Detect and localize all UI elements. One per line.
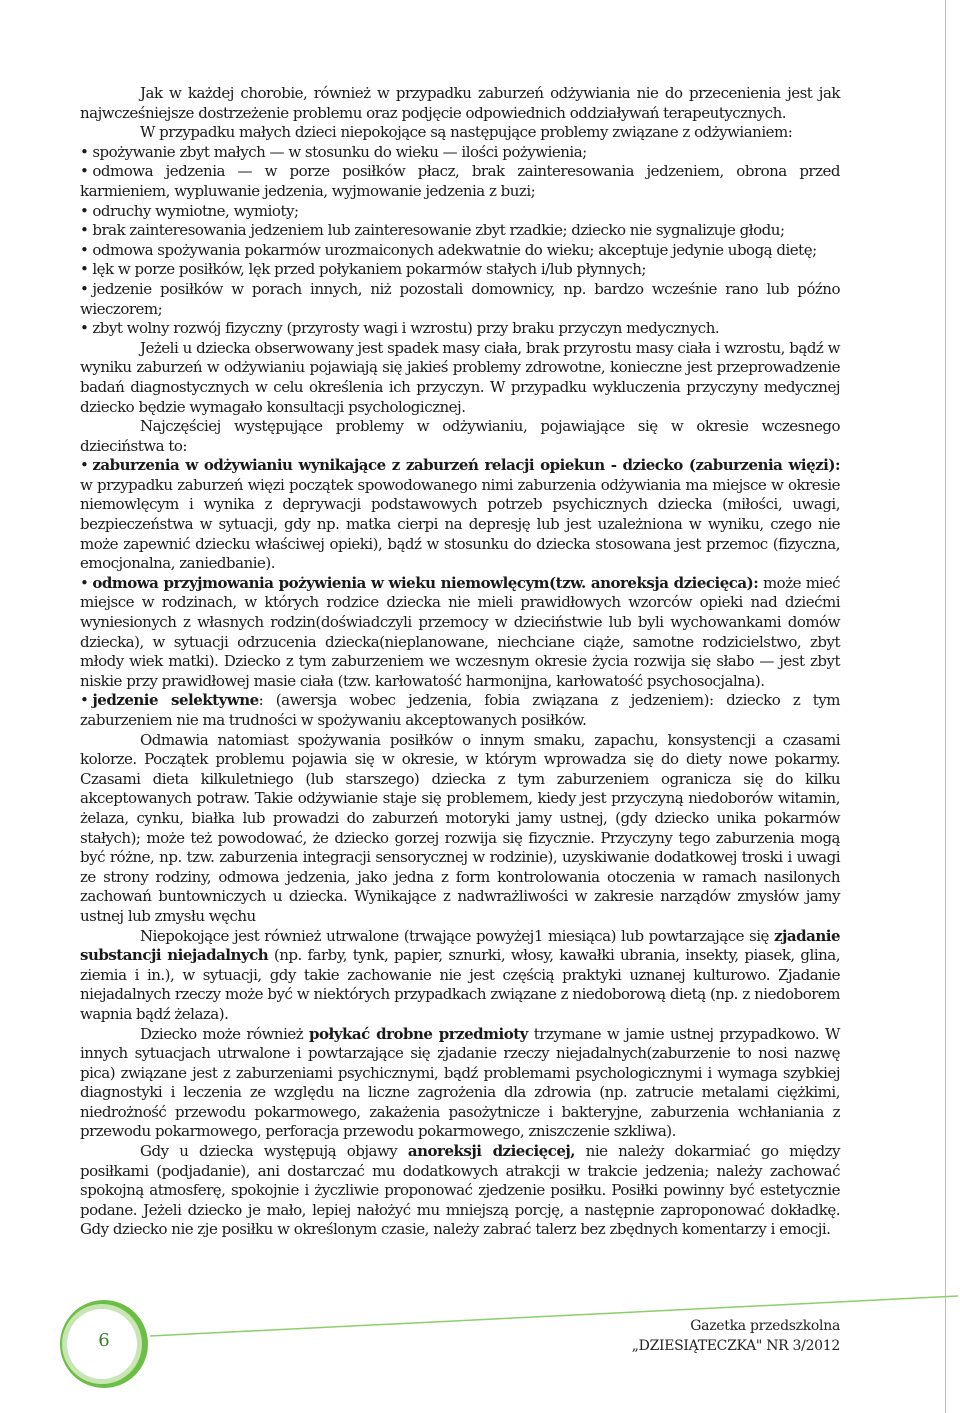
weight-paragraph: Jeżeli u dziecka obserwowany jest spadek masy ciała, brak przyrostu masy ciała i wzrostu, bądź w wyniku zaburzeń w odżywianiu pojawiają się jakieś problemy zdrowotne, konieczne jest przeprowadzenie badań diagnostycznych w celu określenia ich przyczyn. W przypadku wykluczenia przyczyny medycznej dziecko będzie wymagało konsultacji psychologicznej. bbox=[80, 338, 840, 416]
pica-paragraph: Niepokojące jest również utrwalone (trwające powyżej1 miesiąca) lub powtarzające się zjadanie substancji niejadalnych (np. farby, tynk, papier, sznurki, włosy, kawałki ubrania, insekty, piasek, glina, ziemia i in.), w sytuacji, gdy takie zachowanie nie jest częścią praktyki uznanej kulturowo. Zjadanie niejadalnych rzeczy może być w niektórych przypadkach związane z niedoborową dietą (np. z niedoborem wapnia bądź żelaza). bbox=[80, 926, 841, 1023]
problem-title: odmowa przyjmowania pożywienia w wieku niemowlęcym(tzw. anoreksja dziecięca): bbox=[92, 573, 759, 592]
list-item: • brak zainteresowania jedzeniem lub zainteresowanie zbyt rzadkie; dziecko nie sygnalizuje głodu; bbox=[80, 221, 840, 241]
problem-text: : (awersja wobec jedzenia, fobia związana z jedzeniem): dziecko z tym zaburzeniem nie ma trudności w spożywaniu akceptowanych posiłków. bbox=[80, 691, 840, 729]
list-item: • zbyt wolny rozwój fizyczny (przyrosty wagi i wzrostu) przy braku przyczyn medycznych. bbox=[80, 319, 840, 339]
anorexia-advice-paragraph: Gdy u dziecka występują objawy anoreksji dziecięcej, nie należy dokarmiać go między posiłkami (podjadanie), ani dostarczać mu dodatkowych atrakcji w trakcie jedzenia; należy zachować spokojną atmosferę, spokojnie i życzliwie proponować zjedzenie posiłku. Posiłki powinny być estetycznie podane. Jeżeli dziecko je mało, lepiej nałożyć mu mniejszą porcję, a następnie zaproponować dokładkę. Gdy dziecko nie zje posiłku w określonym czasie, należy zabrać talerz bez zbędnych komentarzy i emocji. bbox=[80, 1142, 841, 1239]
common-problems-paragraph: Najczęściej występujące problemy w odżywianiu, pojawiające się w okresie wczesnego dzieciństwa to: bbox=[80, 417, 840, 455]
publication-footer bbox=[632, 1316, 840, 1356]
page-number: 6 bbox=[98, 1330, 110, 1351]
problem-text: może mieć miejsce w rodzinach, w których rodzice dziecka nie mieli prawidłowych wzorców opieki nad dziećmi wyniesionych z własnych rodzin(doświadczyli przemocy w dzieciństwie lub byli wychowankami domów dziecka), w sytuacji odrzucenia dziecka(nieplanowane, niechciane ciąże, samotne rodzicielstwo, zbyt młody wiek matki). Dziecko z tym zaburzeniem we wczesnym okresie życia rozwija się słabo — jest zbyt niskie przy prawidłowej masie ciała (tzw. karłowatość harmonijna, karłowatość psychosocjalna). bbox=[80, 573, 840, 690]
list-item: • spożywanie zbyt małych — w stosunku do wieku — ilości pożywienia; bbox=[80, 143, 840, 163]
publication-issue: „DZIESIĄTECZKA" NR 3/2012 bbox=[631, 1338, 840, 1354]
list-item: • lęk w porze posiłków, lęk przed połykaniem pokarmów stałych i/lub płynnych; bbox=[80, 260, 840, 280]
list-item: • odruchy wymiotne, wymioty; bbox=[80, 202, 840, 222]
problem-text: w przypadku zaburzeń więzi początek spowodowanego nimi zaburzenia odżywiania ma miejsce w okresie niemowlęcym i wynika z deprywacji podstawowych potrzeb psychicznych dziecka (miłości, uwagi, bezpieczeństwa w sytuacji, gdy np. matka cierpi na depresję lub jest uzależniona w wyniku, czego nie może zapewnić dziecku właściwej opieki), bądź w stosunku do dziecka stosowana jest przemoc (fizyczna, emocjonalna, zaniedbanie). bbox=[80, 475, 840, 573]
problem-title: jedzenie selektywne bbox=[92, 691, 259, 710]
refusal-paragraph: Odmawia natomiast spożywania posiłków o innym smaku, zapachu, konsystencji a czasami kolorze. Początek problemu pojawia się w okresie, w którym wprowadza się do diety nowe pokarmy. Czasami dieta kilkuletniego (lub starszego) dziecka z tym zaburzeniem ogranicza się do kilku akceptowanych potraw. Takie odżywianie staje się problemem, kiedy jest przyczyną niedoborów witamin, żelaza, cynku, białka lub prowadzi do zaburzeń motoryki jamy ustnej, (gdy dziecko unika pokarmów stałych); może też powodować, że dziecko gorzej rozwija się fizycznie. Przyczyny tego zaburzenia mogą być różne, np. tzw. zaburzenia integracji sensorycznej w rodzinie), uzyskiwanie dodatkowej troski i uwagi ze strony rodziny, odmowa jedzenia, jako jedna z form kontrolowania otoczenia w ramach nasilonych zachowań buntowniczych u dziecka. Wynikające z nadwrażliwości w zakresie narządów zmysłów jamy ustnej lub zmysłu węchu bbox=[80, 730, 840, 925]
intro-paragraph: Jak w każdej chorobie, również w przypadku zaburzeń odżywiania nie do przecenienia jest jak najwcześniejsze dostrzeżenie problemu oraz podjęcie odpowiednich oddziaływań terapeutycznych. bbox=[80, 84, 840, 122]
symptoms-intro: W przypadku małych dzieci niepokojące są następujące problemy związane z odżywianiem: bbox=[140, 123, 793, 142]
list-item: • jedzenie posiłków w porach innych, niż pozostali domownicy, np. bardzo wcześnie rano lub późno wieczorem; bbox=[80, 280, 840, 319]
publication-name: Gazetka przedszkolna bbox=[690, 1318, 840, 1334]
list-item: • odmowa jedzenia — w porze posiłków płacz, brak zainteresowania jedzeniem, obrona przed karmieniem, wypluwanie jedzenia, wyjmowanie jedzenia z buzi; bbox=[80, 162, 840, 201]
problem-title: zaburzenia w odżywianiu wynikające z zaburzeń relacji opiekun - dziecko (zaburzenia więzi): bbox=[92, 456, 840, 475]
list-item: • odmowa spożywania pokarmów urozmaiconych adekwatnie do wieku; akceptuje jedynie ubogą dietę; bbox=[80, 241, 840, 261]
swallow-paragraph: Dziecko może również połykać drobne przedmioty trzymane w jamie ustnej przypadkowo. W innych sytuacjach utrwalone i powtarzające się zjadanie rzeczy niejadalnych(zaburzenie to nosi nazwę pica) związane jest z zaburzeniami psychicznymi, bądź problemami psychologicznymi i wymaga szybkiej diagnostyki i leczenia ze względu na liczne zagrożenia dla zdrowia (np. zatrucie metalami ciężkimi, niedrożność przewodu pokarmowego, zakażenia pasożytnicze i bakteryjne, zaburzenia wchłaniania z przewodu pokarmowego, perforacja przewodu pokarmowego, zniszczenie szkliwa). bbox=[80, 1024, 840, 1141]
